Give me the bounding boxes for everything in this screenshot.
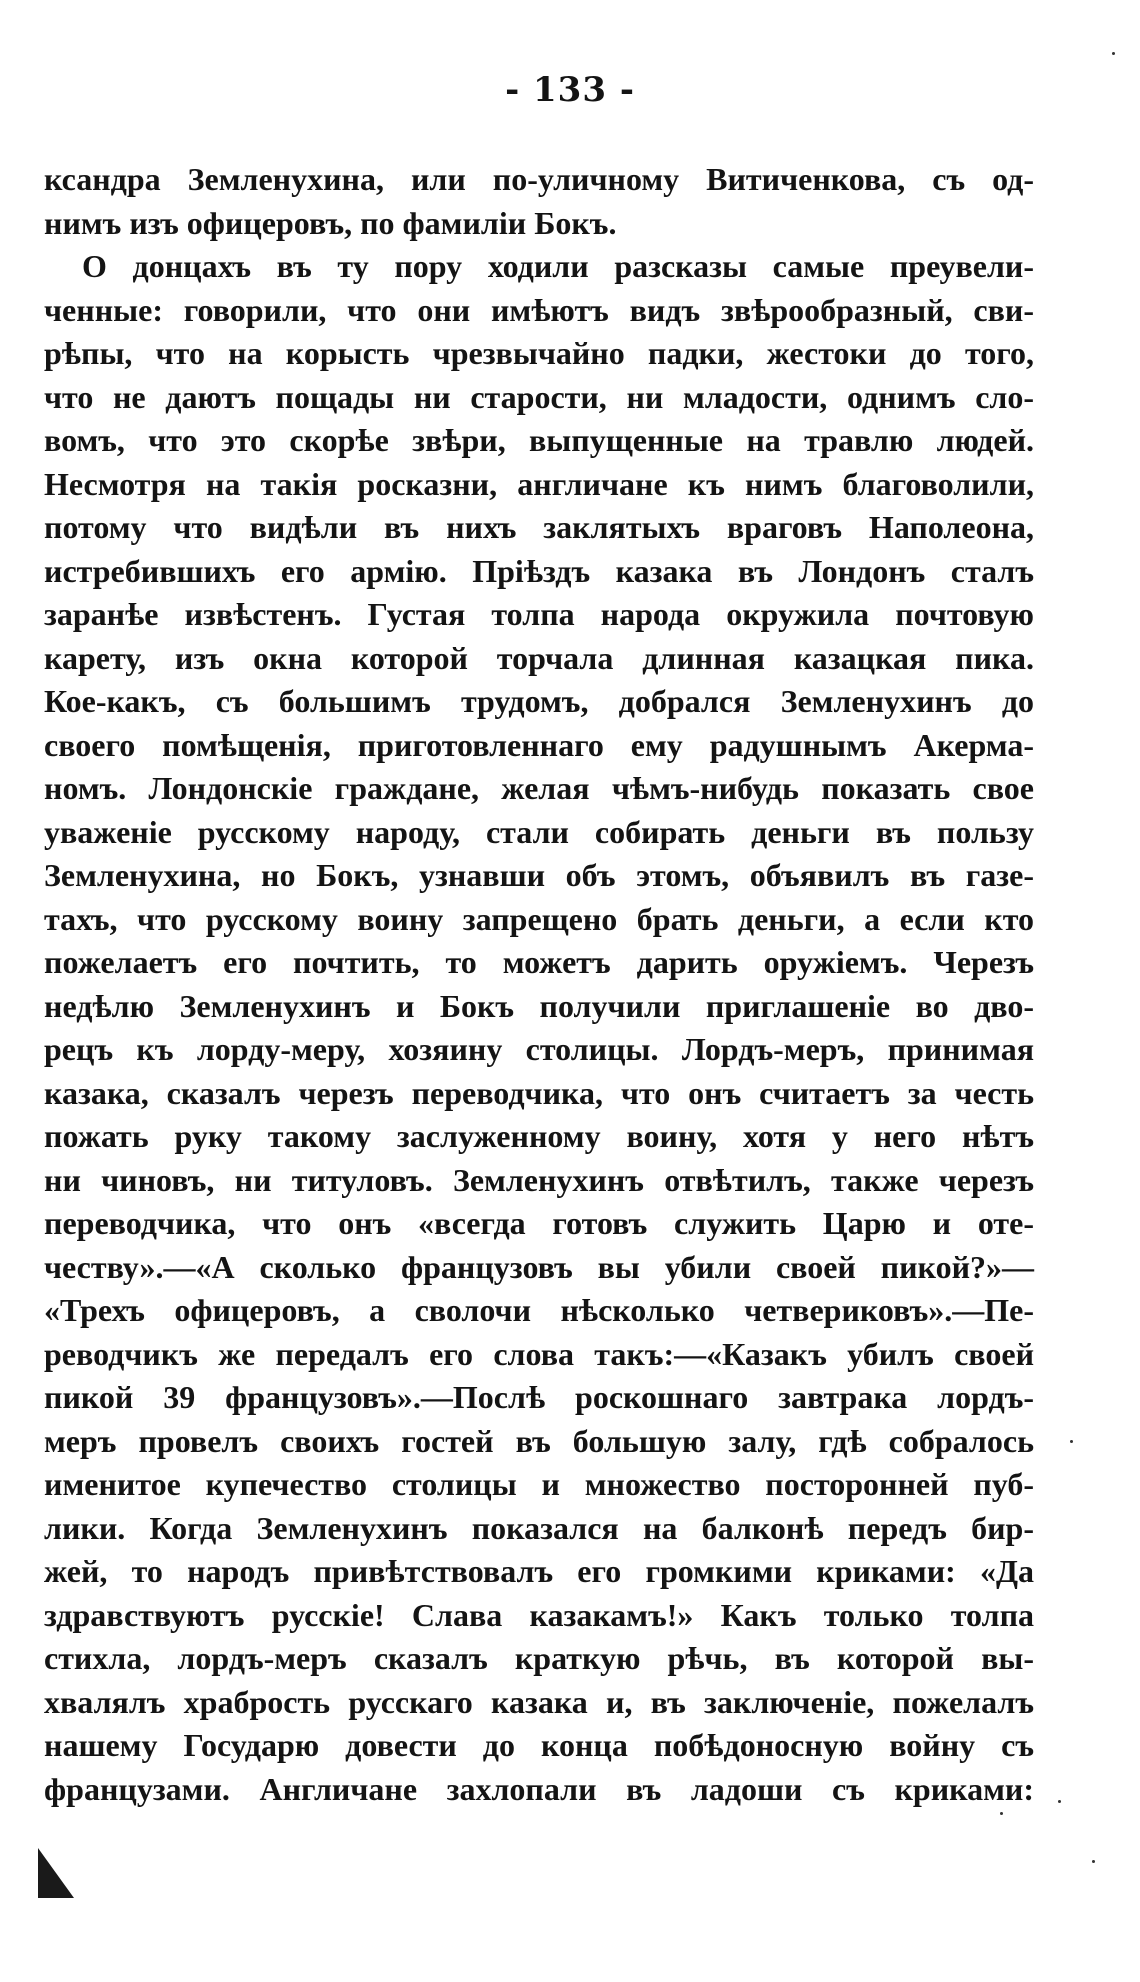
text-line: лики. Когда Земленухинъ показался на балконѣ передъ бир-: [44, 1509, 1034, 1546]
text-line: номъ. Лондонскiе граждане, желая чѣмъ-нибудь показать свое: [44, 770, 1034, 806]
text-line: «Трехъ офицеровъ, а сволочи нѣсколько четвериковъ».—Пе-: [44, 1292, 1034, 1328]
text-line: стихла, лордъ-меръ сказалъ краткую рѣчь, въ которой вы-: [44, 1640, 1034, 1676]
text-line: Кое-какъ, съ большимъ трудомъ, добрался Земленухинъ до: [44, 683, 1034, 719]
text-line: недѣлю Земленухинъ и Бокъ получили приглашенiе во дво-: [44, 987, 1034, 1024]
text-line: жей, то народъ привѣтствовалъ его громкими криками: «Да: [44, 1553, 1034, 1589]
text-line: именитое купечество столицы и множество посторонней пуб-: [44, 1466, 1034, 1502]
scan-speck: [1112, 52, 1115, 55]
text-line: рецъ къ лорду-меру, хозяину столицы. Лордъ-меръ, принимая: [44, 1031, 1034, 1067]
text-line: своего помѣщенiя, приготовленнаго ему радушнымъ Акерма-: [44, 726, 1034, 763]
text-line: заранѣе извѣстенъ. Густая толпа народа окружила почтовую: [44, 596, 1034, 632]
text-line: здравствуютъ русскiе! Слава казакамъ!» Какъ только толпа: [44, 1596, 1034, 1633]
text-line: нашему Государю довести до конца побѣдоносную войну съ: [44, 1727, 1034, 1763]
text-line: Несмотря на такiя росказни, англичане къ нимъ благоволили,: [44, 465, 1034, 502]
text-line: рѣпы, что на корысть чрезвычайно падки, жестоки до того,: [44, 335, 1034, 371]
page-number: - 133 -: [505, 70, 635, 110]
text-line: хвалялъ храбрость русскаго казака и, въ заключенiе, пожелалъ: [44, 1683, 1034, 1720]
text-line: нимъ изъ офицеровъ, по фамилiи Бокъ.: [44, 204, 617, 241]
text-line: О донцахъ въ ту пору ходили разсказы самые преувели-: [82, 248, 1034, 284]
text-line: тахъ, что русскому воину запрещено брать деньги, а если кто: [44, 900, 1034, 937]
text-line: пожать руку такому заслуженному воину, хотя у него нѣтъ: [44, 1118, 1034, 1154]
text-line: переводчика, что онъ «всегда готовъ служить Царю и оте-: [44, 1205, 1034, 1241]
text-line: Земленухина, но Бокъ, узнавши объ этомъ, объявилъ въ газе-: [44, 857, 1034, 893]
text-line: ченные: говорили, что они имѣютъ видъ звѣрообразный, сви-: [44, 291, 1034, 328]
text-line: честву».—«А сколько французовъ вы убили своей пикой?»—: [44, 1248, 1034, 1285]
text-line: потому что видѣли въ нихъ заклятыхъ враговъ Наполеона,: [44, 509, 1034, 545]
text-line: пикой 39 французовъ».—Послѣ роскошнаго завтрака лордъ-: [44, 1379, 1034, 1415]
scan-corner-mark: [38, 1848, 74, 1898]
scan-speck: [1092, 1860, 1095, 1863]
text-line: реводчикъ же передалъ его слова такъ:—«Казакъ убилъ своей: [44, 1335, 1034, 1372]
text-line: казака, сказалъ черезъ переводчика, что онъ считаетъ за честь: [44, 1074, 1034, 1111]
scan-speck: [1058, 1800, 1061, 1803]
text-line: ни чиновъ, ни титуловъ. Земленухинъ отвѣтилъ, также черезъ: [44, 1161, 1034, 1198]
scan-speck: [1000, 1812, 1003, 1815]
text-line: истребившихъ его армiю. Прiѣздъ казака въ Лондонъ сталъ: [44, 552, 1034, 589]
text-line: ксандра Земленухина, или по-уличному Витиченкова, съ од-: [44, 161, 1034, 197]
body-text: [44, 158, 1034, 1811]
text-line: вомъ, что это скорѣе звѣри, выпущенные на травлю людей.: [44, 422, 1034, 458]
text-line: французами. Англичане захлопали въ ладоши съ криками:: [44, 1770, 1034, 1807]
text-line: уваженiе русскому народу, стали собирать деньги въ пользу: [44, 813, 1034, 850]
text-line: карету, изъ окна которой торчала длинная казацкая пика.: [44, 639, 1034, 676]
text-line: меръ провелъ своихъ гостей въ большую залу, гдѣ собралось: [44, 1422, 1034, 1459]
scan-speck: [1070, 1440, 1073, 1443]
text-line: что не даютъ пощады ни старости, ни младости, однимъ сло-: [44, 378, 1034, 415]
text-line: пожелаетъ его почтить, то можетъ дарить оружiемъ. Черезъ: [44, 944, 1034, 980]
